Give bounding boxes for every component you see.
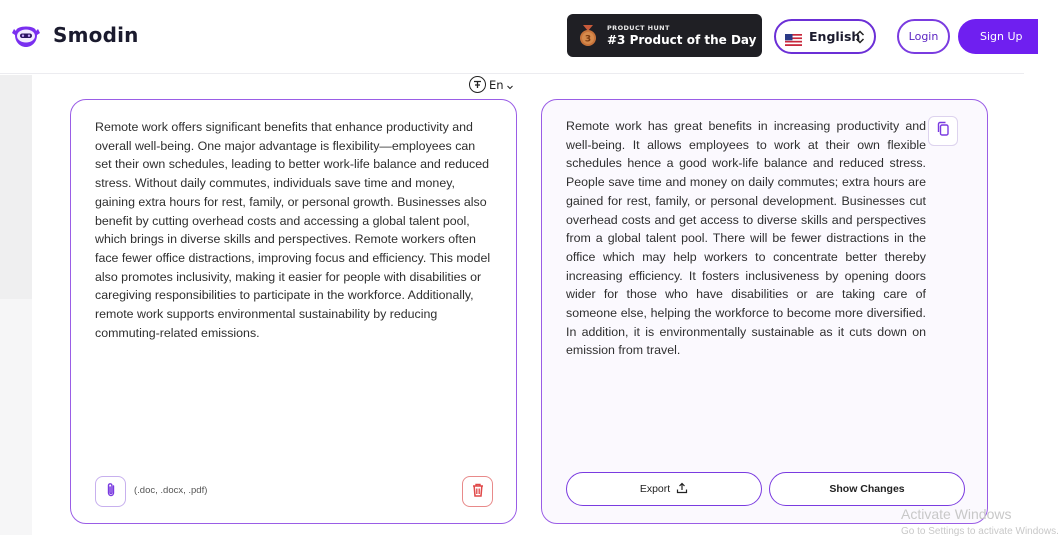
copy-icon [936,121,950,141]
signup-button[interactable]: Sign Up [958,19,1038,54]
output-text[interactable]: Remote work has great benefits in increasing productivity and well-being. It allows employees to work at their own flexible schedules hence a good work-life balance and reduced stress. People save time and money on daily commutes; extra hours are gained for rest, family, or personal development. Businesses cut overhead costs and get access to diverse skills and perspectives from a global talent pool. There will be fewer distractions in the office which may help workers to concentrate better thereby increasing efficiency. It fosters inclusiveness by opening doors wider for those who have disabilities or are taking care of someone else, helping the workforce to become more diversified. In addition, it is environmentally sustainable as it cuts down on emission from travel. [566,119,926,358]
export-label: Export [639,483,671,495]
output-panel [541,99,988,524]
attach-file-button[interactable] [95,476,126,507]
activate-windows-subtitle: Go to Settings to activate Windows. [901,526,1059,537]
translate-icon [469,76,486,93]
language-label: English [809,29,861,44]
input-text[interactable]: Remote work offers significant benefits that enhance productivity and overall well-being. One major advantage is flexibility—employees can set their own schedules, leading to better work-life balance and reduced stress. Without daily commutes, individuals save time and money, gaining extra hours for rest, family, or personal growth. Businesses also benefit by cutting overhead costs and accessing a global talent pool, which brings in diverse skills and perspectives. Remote workers often face fewer office distractions, improving focus and efficiency. This model also promotes inclusivity, making it easier for people with disabilities or caregiving responsibilities to participate in the workforce. Additionally, remote work supports environmental sustainability by reducing commuting-related emissions. [95,120,491,340]
brand-name: Smodin [53,23,139,47]
input-panel [70,99,517,524]
medal-icon [579,25,597,47]
upload-icon [676,482,688,497]
copy-button[interactable] [928,116,958,146]
trash-icon [471,482,485,502]
product-hunt-badge[interactable] [567,14,762,57]
smodin-logo-icon [10,20,42,50]
delete-button[interactable] [462,476,493,507]
activate-windows-title: Activate Windows [901,506,1012,522]
us-flag-icon [785,31,802,43]
language-select[interactable] [774,19,876,54]
show-changes-button[interactable]: Show Changes [769,472,965,506]
product-hunt-label: PRODUCT HUNT [607,24,670,32]
product-hunt-rank-title: #3 Product of the Day [607,33,757,47]
output-language-label: En [489,77,504,92]
output-language-toggle[interactable] [469,75,513,94]
left-sidebar-shade [0,75,32,299]
supported-file-types: (.doc, .docx, .pdf) [134,485,208,496]
medal-rank: 3 [584,34,592,44]
chevron-up-down-icon [855,29,865,49]
paperclip-icon [104,482,118,502]
logo[interactable] [10,20,139,50]
chevron-down-icon [507,75,513,94]
top-header [0,0,1024,74]
login-button[interactable]: Login [897,19,950,54]
export-button[interactable] [566,472,762,506]
